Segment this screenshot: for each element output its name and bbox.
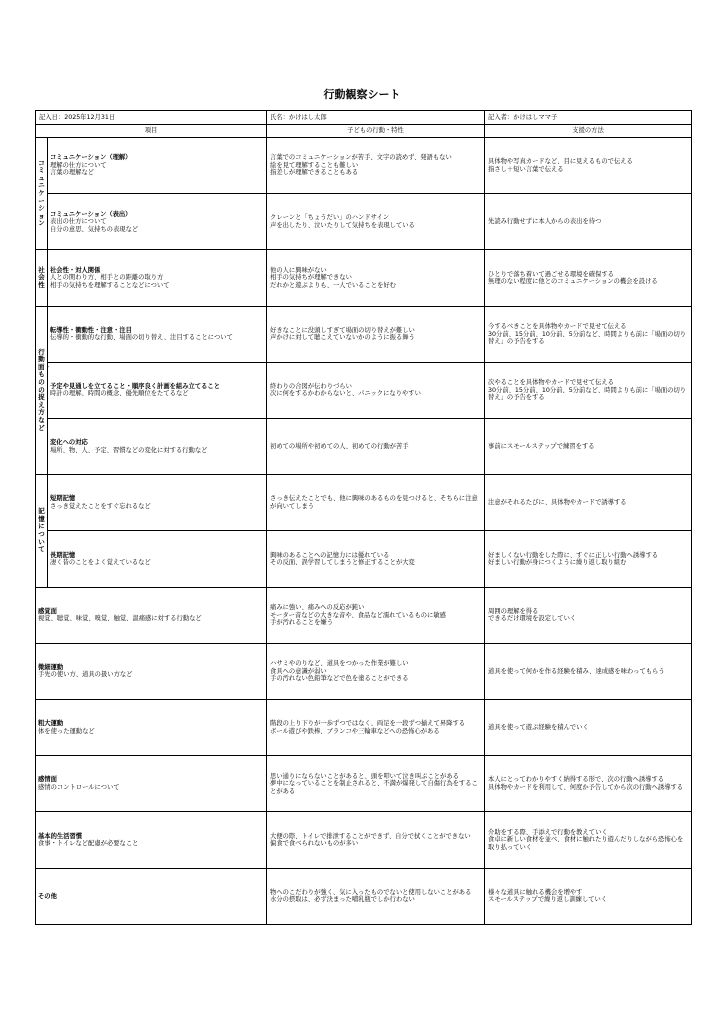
item-description: 場所、物、人、予定、習慣などの変化に対する行動など: [50, 446, 208, 454]
item-title: 変化への対応: [50, 439, 88, 447]
behavior-text: 手の汚れない色鉛筆などで色を塗ることができる: [270, 675, 409, 683]
behavior-text: 手が汚れることを嫌う: [270, 618, 333, 626]
behavior-cell: [267, 700, 485, 756]
item-title: 長期記憶: [50, 551, 76, 559]
behavior-text: ボール遊びや鉄棒、ブランコや三輪車などへの恐怖心がある: [270, 727, 440, 735]
item-cell: [48, 306, 267, 362]
behavior-text: 物へのこだわりが強く、気に入ったものでないと使用しないことがある: [270, 888, 472, 896]
behavior-cell: [267, 587, 485, 643]
behavior-cell: [267, 868, 485, 924]
support-cell: [485, 868, 692, 924]
support-text: 30分前、15分前、10分前、5分前など、時間よりも前に「場面の切り替え」の予告をする: [488, 386, 687, 402]
behavior-text: その反面、誤学習してしまうと修正することが大変: [270, 559, 415, 567]
support-text: 様々な道具に触れる機会を増やす: [488, 888, 583, 896]
item-cell: [48, 419, 267, 475]
item-description: 相手の気持ちを理解することなどについて: [50, 281, 170, 289]
support-text: 今するべきことを具体物やカードで見せて伝える: [488, 323, 627, 331]
table-row: [36, 138, 692, 194]
behavior-text: 食具への意識が弱い: [270, 667, 327, 675]
header-item: 項目: [36, 125, 267, 138]
behavior-text: 声かけに対して聴こえていないかのように振る舞う: [270, 334, 415, 342]
behavior-text: 言葉でのコミュニケーションが苦手、文字の読めず、発語もない: [270, 154, 452, 162]
item-cell: [48, 250, 267, 306]
item-cell: [48, 194, 267, 250]
item-cell: [36, 587, 267, 643]
category-behavior: 行動面・ものの捉え方など: [36, 306, 48, 475]
support-text: 先読み行動せずに本人からの表出を待つ: [488, 218, 602, 226]
item-description: 自分の意思、気持ちの表現など: [50, 225, 139, 233]
item-title: 粗大運動: [38, 720, 64, 728]
item-description: 理解の仕方について: [50, 161, 107, 169]
header-support: 支援の方法: [485, 125, 692, 138]
behavior-text: 好きなことに没頭しすぎて場面の切り替えが難しい: [270, 326, 415, 334]
behavior-text: 痛みに強い、痛みへの反応が鈍い: [270, 604, 365, 612]
table-row: [36, 362, 692, 418]
item-description: 時計の理解、時間の概念、優先順位をたてるなど: [50, 390, 189, 398]
behavior-cell: [267, 138, 485, 194]
behavior-text: 初めての場所や初めての人、初めての行動が苦手: [270, 442, 409, 450]
support-text: 事前にスモールステップで練習をする: [488, 442, 595, 450]
table-row: [36, 475, 692, 531]
table-row: [36, 531, 692, 587]
item-title: 微細運動: [38, 664, 64, 672]
support-cell: [485, 250, 692, 306]
category-social: 社会性: [36, 250, 48, 306]
behavior-cell: [267, 812, 485, 868]
behavior-cell: [267, 531, 485, 587]
table-row: [36, 868, 692, 924]
support-text: 注意がそれるたびに、具体物やカードで誘導する: [488, 499, 627, 507]
support-text: 30分前、15分前、10分前、5分前など、時間よりも前に「場面の切り替え」の予告をする: [488, 330, 687, 345]
behavior-text: 大便の際、トイレで排泄することができず、自分で拭くことができない: [270, 832, 471, 840]
behavior-text: 思い通りにならないことがあると、頭を叩いて泣き叫ぶことがある: [270, 772, 459, 780]
support-cell: [485, 756, 692, 812]
behavior-text: 絵を見て理解することも難しい: [270, 161, 359, 169]
item-cell: [48, 362, 267, 418]
item-cell: [48, 138, 267, 194]
support-text: 道具を使って遊ぶ経験を積んでいく: [488, 723, 589, 731]
support-cell: [485, 194, 692, 250]
behavior-cell: [267, 362, 485, 418]
support-text: 本人にとってわかりやすく納得する形で、次の行動へ誘導する: [488, 776, 665, 784]
behavior-text: ハサミやのりなど、道具をつかった作業が難しい: [270, 660, 409, 668]
support-text: 好ましい行動が身につくように繰り返し取り組む: [488, 559, 627, 567]
table-row: [36, 194, 692, 250]
item-description: 体を使った運動など: [38, 727, 95, 735]
item-description: 視覚、聴覚、味覚、嗅覚、触覚、温痛感に対する行動など: [38, 615, 202, 623]
support-text: 好ましくない行動をした際に、すぐに正しい行動へ誘導する: [488, 551, 659, 559]
category-memory: 記憶について: [36, 475, 48, 587]
support-cell: [485, 419, 692, 475]
behavior-text: 指差しが理解できることもある: [270, 169, 359, 177]
category-communication: コミュニケーション: [36, 138, 48, 250]
header-row: [36, 125, 692, 138]
behavior-text: 声を出したり、泣いたりして気持ちを表現している: [270, 221, 415, 229]
item-cell: [36, 812, 267, 868]
item-cell: [36, 643, 267, 699]
behavior-text: モーター音などの大きな音や、食品など濡れているものに敏感: [270, 611, 446, 619]
support-text: 介助をする際、手添えで行動を教えていく: [488, 828, 608, 836]
item-description: 感情のコントロールについて: [38, 783, 120, 791]
entry-date: 記入日：2025年12月31日: [36, 111, 267, 125]
item-description: 人との関わり方、相手との距離の取り方: [50, 274, 164, 282]
table-row: [36, 643, 692, 699]
item-title: 感情面: [38, 776, 57, 784]
item-title: コミュニケーション（表出）: [50, 210, 132, 218]
support-cell: [485, 475, 692, 531]
behavior-cell: [267, 756, 485, 812]
table-row: [36, 419, 692, 475]
item-cell: [36, 700, 267, 756]
behavior-cell: [267, 643, 485, 699]
support-text: 道具を使って何かを作る経験を積み、達成感を味わってもらう: [488, 667, 665, 675]
support-cell: [485, 812, 692, 868]
support-cell: [485, 138, 692, 194]
support-text: 食卓に新しい食材を並べ、食材に触れたり遊んだりしながら恐怖心を取り払っていく: [488, 836, 684, 851]
support-text: 無理のない程度に他とのコミュニケーションの機会を設ける: [488, 278, 658, 285]
support-cell: [485, 531, 692, 587]
table-row: [36, 306, 692, 362]
item-title: 感覚面: [38, 607, 57, 615]
behavior-cell: [267, 475, 485, 531]
item-description: 言葉の理解など: [50, 169, 95, 177]
item-title: 社会性・対人関係: [50, 266, 101, 274]
behavior-cell: [267, 306, 485, 362]
support-text: スモールステップで繰り返し訓練していく: [488, 896, 608, 904]
item-cell: [36, 756, 267, 812]
item-cell: [36, 868, 267, 924]
item-title: 転導性・衝動性・注意・注目: [50, 326, 132, 334]
item-title: 基本的生活習慣: [38, 832, 83, 840]
child-name: 氏名：かけはし太郎: [267, 111, 485, 125]
support-cell: [485, 362, 692, 418]
behavior-text: だれかと遊ぶよりも、一人でいることを好む: [270, 281, 396, 289]
item-title: 予定や見通しを立てること・順序良く計画を組み立てること: [50, 383, 221, 390]
behavior-cell: [267, 194, 485, 250]
table-row: [36, 812, 692, 868]
support-text: 具体物や写真カードなど、目に見えるもので伝える: [488, 158, 633, 166]
item-description: 表出の仕方について: [50, 218, 107, 226]
support-text: 具体物やカードを利用して、何度か予告してから次の行動へ誘導する: [488, 783, 684, 791]
behavior-text: 偏食で食べられないものが多い: [270, 840, 359, 848]
item-description: 凄く昔のことをよく覚えているなど: [50, 559, 151, 567]
table-row: [36, 700, 692, 756]
support-cell: [485, 587, 692, 643]
behavior-text: 相手の気持ちが理解できない: [270, 274, 352, 282]
behavior-text: 夢中になっていることを制止されると、不満が爆発して自傷行為をすることがある: [270, 780, 478, 795]
support-text: 指さし＋短い言葉で伝える: [488, 165, 564, 173]
observation-table: [35, 110, 692, 925]
item-title: その他: [38, 892, 57, 900]
behavior-cell: [267, 419, 485, 475]
item-description: 食事・トイレなど配慮が必要なこと: [38, 840, 139, 848]
behavior-text: 次に何をするかわからないと、パニックになりやすい: [270, 390, 421, 398]
support-text: できるだけ環境を設定していく: [488, 615, 577, 623]
table-row: [36, 756, 692, 812]
support-text: 次やることを具体物やカードで見せて伝える: [488, 379, 614, 387]
recorder-name: 記入者：かけはしママ子: [485, 111, 692, 125]
item-description: 伝導的・衝動的な行動、場面の切り替え、注目することについて: [50, 334, 233, 342]
behavior-text: 他の人に興味がない: [270, 266, 327, 274]
support-cell: [485, 306, 692, 362]
support-text: ひとりで落ち着いて過ごせる環境を確保する: [488, 270, 614, 278]
behavior-text: 階段の上り下りが一歩ずつではなく、両足を一段ずつ揃えて昇降する: [270, 720, 466, 728]
support-text: 周囲の理解を得る: [488, 607, 539, 615]
item-description: さっき覚えたことをすぐ忘れるなど: [50, 502, 151, 510]
item-title: コミュニケーション（理解）: [50, 154, 132, 162]
behavior-text: 興味のあることへの記憶力には優れている: [270, 551, 390, 559]
item-cell: [48, 475, 267, 531]
page-title: 行動観察シート: [323, 88, 401, 101]
table-row: [36, 250, 692, 306]
behavior-text: クレーンと「ちょうだい」のハンドサイン: [270, 214, 390, 222]
behavior-text: 終わりの合図が伝わりづらい: [270, 383, 352, 390]
support-cell: [485, 700, 692, 756]
meta-row: [36, 111, 692, 125]
item-description: 手先の使い方、道具の扱い方など: [38, 671, 133, 679]
header-behavior: 子どもの行動・特性: [267, 125, 485, 138]
behavior-text: さっき伝えたことでも、他に興味のあるものを見つけると、そちらに注意が向いてしまう: [270, 495, 478, 510]
item-cell: [48, 531, 267, 587]
behavior-text: 水分の摂取は、必ず決まった哺乳瓶でしか行わない: [270, 896, 415, 904]
item-title: 短期記憶: [50, 495, 76, 503]
table-row: [36, 587, 692, 643]
behavior-cell: [267, 250, 485, 306]
support-cell: [485, 643, 692, 699]
